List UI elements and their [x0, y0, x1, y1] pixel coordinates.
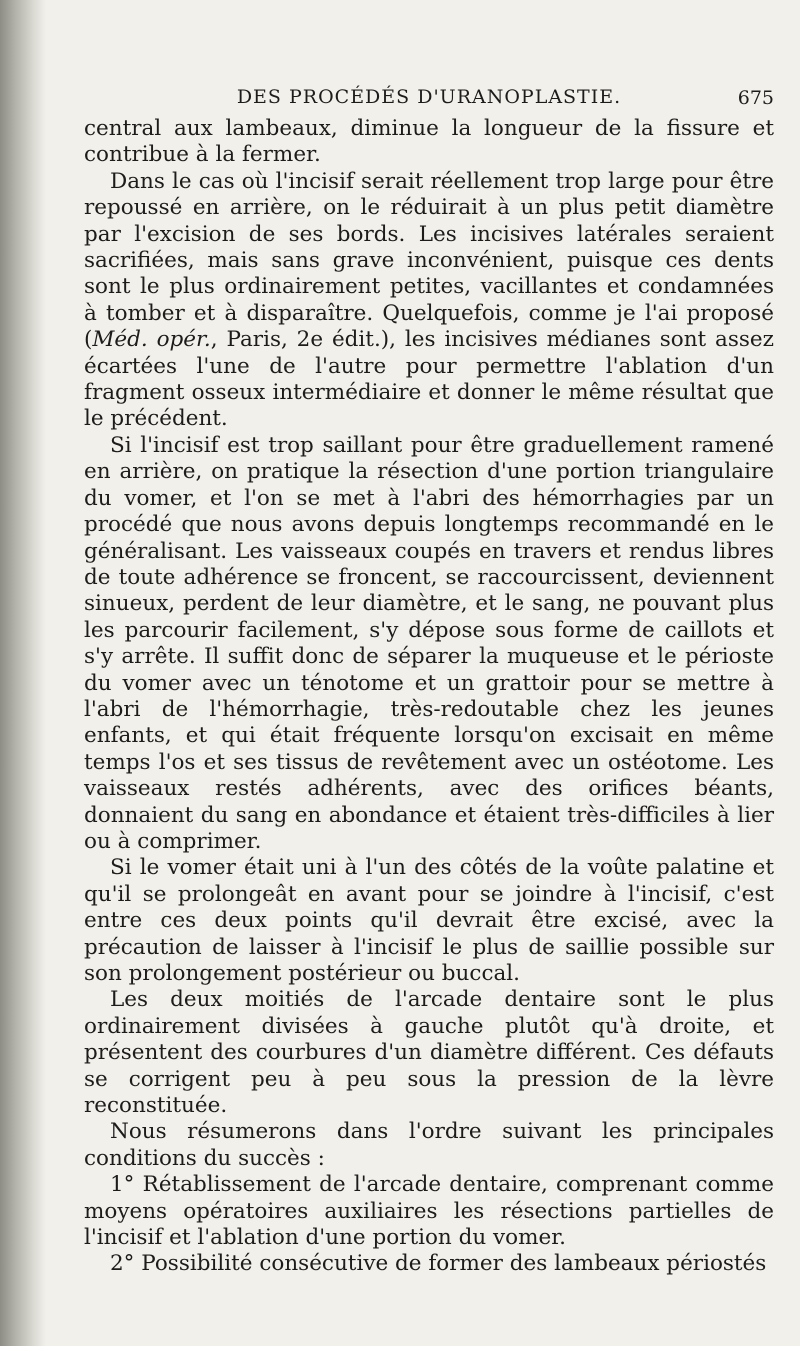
book-page	[84, 82, 774, 1278]
running-head	[84, 82, 774, 116]
running-title: DES PROCÉDÉS D'URANOPLASTIE.	[236, 86, 622, 108]
paragraph-3: Si l'incisif est trop saillant pour être graduellement ramené en arrière, on pratique la résection d'une portion triangulaire du vomer, et l'on se met à l'abri des hémorrhagies par un procédé que nous avons depuis longtemps recommandé en le généralisant. Les vaisseaux coupés en travers et rendus libres de toute adhérence se froncent, se raccourcissent, deviennent sinueux, perdent de leur diamètre, et le sang, ne pouvant plus les parcourir facilement, s'y dépose sous forme de caillots et s'y arrête. Il suffit donc de séparer la muqueuse et le périoste du vomer avec un ténotome et un grattoir pour se mettre à l'abri de l'hémorrhagie, très-redoutable chez les jeunes enfants, et qui était fréquente lorsqu'on excisait en même temps l'os et ses tissus de revêtement avec un ostéotome. Les vaisseaux restés adhérents, avec des orifices béants, donnaient du sang en abondance et étaient très-difficiles à lier ou à comprimer.	[84, 432, 774, 854]
body-text	[84, 116, 774, 1278]
paragraph-2	[84, 169, 774, 433]
list-item-2: 2° Possibilité consécutive de former des lambeaux périostés	[110, 1251, 767, 1277]
paragraph-1: central aux lambeaux, diminue la longueur de la fissure et contribue à la fermer.	[84, 116, 774, 168]
paragraph-2-text-a: Dans le cas où l'incisif serait réellement trop large pour être repoussé en arrière, on le réduirait à un plus petit diamètre par l'excision de ses bords. Les incisives latérales seraient sacrifiées, mais sans grave inconvénient, puisque ces dents sont le plus ordinairement petites, vacillantes et condamnées à tomber et à disparaître. Quelquefois, comme je l'ai proposé (	[84, 168, 774, 353]
paragraph-4: Si le vomer était uni à l'un des côtés de la voûte palatine et qu'il se prolongeât en avant pour se joindre à l'incisif, c'est entre ces deux points qu'il devrait être excisé, avec la précaution de laisser à l'incisif le plus de saillie possible sur son prolongement postérieur ou buccal.	[84, 855, 774, 986]
citation-title: Méd. opér.	[92, 327, 211, 353]
paragraph-6: Nous résumerons dans l'ordre suivant les principales conditions du succès :	[84, 1119, 774, 1171]
page-number: 675	[737, 87, 774, 109]
binding-shadow	[0, 0, 46, 1346]
paragraph-5: Les deux moitiés de l'arcade dentaire sont le plus ordinairement divisées à gauche plutôt qu'à droite, et présentent des courbures d'un diamètre différent. Ces défauts se corrigent peu à peu sous la pression de la lèvre reconstituée.	[84, 987, 774, 1119]
list-item-1: 1° Rétablissement de l'arcade dentaire, comprenant comme moyens opératoires auxiliaires les résections partielles de l'incisif et l'ablation d'une portion du vomer.	[84, 1172, 774, 1251]
paragraph-2-text-b: , Paris, 2e édit.), les incisives médianes sont assez écartées l'une de l'autre pour permettre l'ablation d'un fragment osseux intermédiaire et donner le même résultat que le précédent.	[84, 327, 774, 432]
